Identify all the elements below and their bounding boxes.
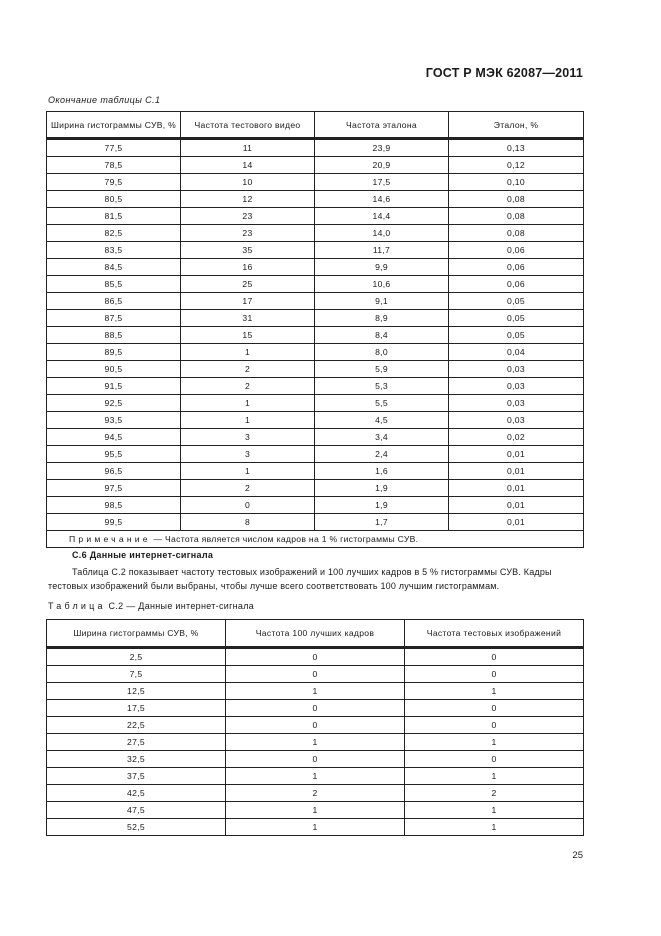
table1-col-header: Частота тестового видео (181, 112, 315, 139)
table-cell: 0,06 (449, 259, 584, 276)
table-row (47, 700, 584, 717)
table-cell: 1,9 (315, 480, 449, 497)
table-row (47, 751, 584, 768)
table-cell: 5,3 (315, 378, 449, 395)
table-row (47, 497, 584, 514)
table-row (47, 242, 584, 259)
table-cell: 2 (181, 361, 315, 378)
table-cell: 90,5 (47, 361, 181, 378)
table-cell: 4,5 (315, 412, 449, 429)
table2-header-row (47, 620, 584, 648)
table-cell: 77,5 (47, 140, 181, 157)
table2-caption (48, 601, 254, 611)
table-row (47, 649, 584, 666)
table-row (47, 208, 584, 225)
table-cell: 1 (226, 802, 405, 819)
table-cell: 0,06 (449, 276, 584, 293)
table-cell: 95,5 (47, 446, 181, 463)
table-cell: 0,01 (449, 480, 584, 497)
table-row (47, 378, 584, 395)
table-cell: 17,5 (315, 174, 449, 191)
table-cell: 16 (181, 259, 315, 276)
section-paragraph: Таблица С.2 показывает частоту тестовых изображений и 100 лучших кадров в 5 % гистограммы СУВ. Кадры тестовых изображений были выбраны, чтобы лучше всего соответствовать 100 лучшим гистограммам. (48, 567, 552, 591)
table-cell: 2,5 (47, 649, 226, 666)
table-row (47, 225, 584, 242)
table-cell: 87,5 (47, 310, 181, 327)
table-cell: 32,5 (47, 751, 226, 768)
note-text: — Частота является числом кадров на 1 % гистограммы СУВ. (150, 534, 419, 544)
table-cell: 1 (226, 683, 405, 700)
table-cell: 1 (181, 412, 315, 429)
table-cell: 17,5 (47, 700, 226, 717)
table-cell: 0,05 (449, 293, 584, 310)
table-cell: 0,03 (449, 412, 584, 429)
table-row (47, 174, 584, 191)
table-row (47, 259, 584, 276)
table-row (47, 293, 584, 310)
table-cell: 14,6 (315, 191, 449, 208)
table-cell: 0,13 (449, 140, 584, 157)
table-cell: 99,5 (47, 514, 181, 531)
table-cell: 0,08 (449, 208, 584, 225)
table-cell: 96,5 (47, 463, 181, 480)
table2-caption-label: Таблица (48, 601, 106, 611)
table-cell: 14,4 (315, 208, 449, 225)
table-cell: 2,4 (315, 446, 449, 463)
table-note-row (47, 531, 584, 548)
table-cell: 82,5 (47, 225, 181, 242)
table2-col-header: Частота 100 лучших кадров (226, 620, 405, 648)
table-cell: 9,9 (315, 259, 449, 276)
table-cell: 83,5 (47, 242, 181, 259)
table-cell: 2 (181, 378, 315, 395)
table-cell: 23,9 (315, 140, 449, 157)
table2 (46, 619, 584, 836)
table-row (47, 412, 584, 429)
table-cell: 1 (405, 819, 584, 836)
table-cell: 1 (405, 683, 584, 700)
table-cell: 0 (226, 751, 405, 768)
table-cell: 86,5 (47, 293, 181, 310)
table-cell: 91,5 (47, 378, 181, 395)
table-cell: 20,9 (315, 157, 449, 174)
table-cell: 0 (226, 666, 405, 683)
table-row (47, 734, 584, 751)
table-cell: 12 (181, 191, 315, 208)
table-cell: 1,9 (315, 497, 449, 514)
table-cell: 0 (226, 717, 405, 734)
table-cell: 85,5 (47, 276, 181, 293)
table-cell: 11,7 (315, 242, 449, 259)
table-cell: 0 (405, 717, 584, 734)
table-cell: 0 (181, 497, 315, 514)
table-row (47, 446, 584, 463)
table-cell: 0,08 (449, 225, 584, 242)
table-cell: 1,6 (315, 463, 449, 480)
table-cell: 0,01 (449, 497, 584, 514)
table-cell: 8,9 (315, 310, 449, 327)
table-cell: 31 (181, 310, 315, 327)
table-cell: 0,06 (449, 242, 584, 259)
table-cell: 1 (405, 768, 584, 785)
table-cell: 0 (226, 700, 405, 717)
table-cell: 0,02 (449, 429, 584, 446)
table-cell: 0,03 (449, 361, 584, 378)
table-cell: 0,10 (449, 174, 584, 191)
table-cell: 1 (181, 395, 315, 412)
table-cell: 1 (181, 463, 315, 480)
page-number: 25 (572, 850, 583, 861)
table-row (47, 310, 584, 327)
table-cell: 1 (405, 734, 584, 751)
table-cell: 88,5 (47, 327, 181, 344)
table-cell: 35 (181, 242, 315, 259)
table-row (47, 514, 584, 531)
table-cell: 94,5 (47, 429, 181, 446)
table-cell: 37,5 (47, 768, 226, 785)
table-cell: 1 (181, 344, 315, 361)
table-cell: 0,12 (449, 157, 584, 174)
table-row (47, 480, 584, 497)
table-row (47, 344, 584, 361)
table-cell: 11 (181, 140, 315, 157)
table-cell: 81,5 (47, 208, 181, 225)
table-cell: 3 (181, 446, 315, 463)
table-cell: 5,9 (315, 361, 449, 378)
table-cell: 78,5 (47, 157, 181, 174)
table-cell: 7,5 (47, 666, 226, 683)
table-row (47, 666, 584, 683)
table-cell: 2 (181, 480, 315, 497)
table-row (47, 276, 584, 293)
table-cell: 1 (405, 802, 584, 819)
table-row (47, 802, 584, 819)
table-cell: 1,7 (315, 514, 449, 531)
table-cell: 0,03 (449, 378, 584, 395)
table-cell: 98,5 (47, 497, 181, 514)
table1 (46, 111, 584, 548)
table-cell: 93,5 (47, 412, 181, 429)
table-cell: 0,03 (449, 395, 584, 412)
table-cell: 2 (405, 785, 584, 802)
table-cell: 23 (181, 225, 315, 242)
table-cell: 12,5 (47, 683, 226, 700)
table-cell: 1 (226, 734, 405, 751)
table-cell: 0,08 (449, 191, 584, 208)
table-cell: 2 (226, 785, 405, 802)
table-cell: 92,5 (47, 395, 181, 412)
table-row (47, 157, 584, 174)
table-cell: 47,5 (47, 802, 226, 819)
table-cell: 0 (405, 666, 584, 683)
table-cell: 79,5 (47, 174, 181, 191)
section-heading: С.6 Данные интернет-сигнала (72, 550, 214, 560)
table-cell: 0 (405, 751, 584, 768)
table-cell: 5,5 (315, 395, 449, 412)
table-row (47, 768, 584, 785)
table-row (47, 361, 584, 378)
table-cell: 27,5 (47, 734, 226, 751)
table-cell: 8,4 (315, 327, 449, 344)
table1-col-header: Эталон, % (449, 112, 584, 139)
table-cell: 0 (405, 649, 584, 666)
table-row (47, 463, 584, 480)
table-cell: 8,0 (315, 344, 449, 361)
table-cell: 0,01 (449, 514, 584, 531)
table-cell: 8 (181, 514, 315, 531)
table-cell: 0,01 (449, 463, 584, 480)
table-cell: 17 (181, 293, 315, 310)
table-cell: 0 (226, 649, 405, 666)
table-cell: 15 (181, 327, 315, 344)
table-cell: 9,1 (315, 293, 449, 310)
table1-header-row (47, 112, 584, 139)
table-cell: 10,6 (315, 276, 449, 293)
table-cell: 1 (226, 819, 405, 836)
table-cell: 14,0 (315, 225, 449, 242)
table1-caption: Окончание таблицы С.1 (48, 95, 161, 105)
table-cell: 0,01 (449, 446, 584, 463)
table-cell: 10 (181, 174, 315, 191)
table-cell: 0,05 (449, 327, 584, 344)
table-row (47, 327, 584, 344)
table-cell: 22,5 (47, 717, 226, 734)
table-cell: 23 (181, 208, 315, 225)
table-cell: 89,5 (47, 344, 181, 361)
table-note (47, 531, 584, 548)
table-cell: 14 (181, 157, 315, 174)
table-cell: 0,05 (449, 310, 584, 327)
standard-code: ГОСТ Р МЭК 62087—2011 (425, 66, 583, 80)
table2-caption-text: С.2 — Данные интернет-сигнала (105, 601, 255, 611)
table-cell: 25 (181, 276, 315, 293)
table-row (47, 395, 584, 412)
note-label: Примечание (69, 534, 151, 544)
table1-col-header: Частота эталона (315, 112, 449, 139)
table-row (47, 785, 584, 802)
table-cell: 52,5 (47, 819, 226, 836)
table-cell: 80,5 (47, 191, 181, 208)
table-row (47, 191, 584, 208)
table-row (47, 717, 584, 734)
table-cell: 0 (405, 700, 584, 717)
table-cell: 0,04 (449, 344, 584, 361)
table-row (47, 683, 584, 700)
table-cell: 3 (181, 429, 315, 446)
table-row (47, 429, 584, 446)
table-cell: 42,5 (47, 785, 226, 802)
table2-col-header: Ширина гистограммы СУВ, % (47, 620, 226, 648)
table-cell: 3,4 (315, 429, 449, 446)
table-cell: 84,5 (47, 259, 181, 276)
table-row (47, 819, 584, 836)
table1-col-header: Ширина гистограммы СУВ, % (47, 112, 181, 139)
table-cell: 1 (226, 768, 405, 785)
table2-col-header: Частота тестовых изображений (405, 620, 584, 648)
table-row (47, 140, 584, 157)
table-cell: 97,5 (47, 480, 181, 497)
